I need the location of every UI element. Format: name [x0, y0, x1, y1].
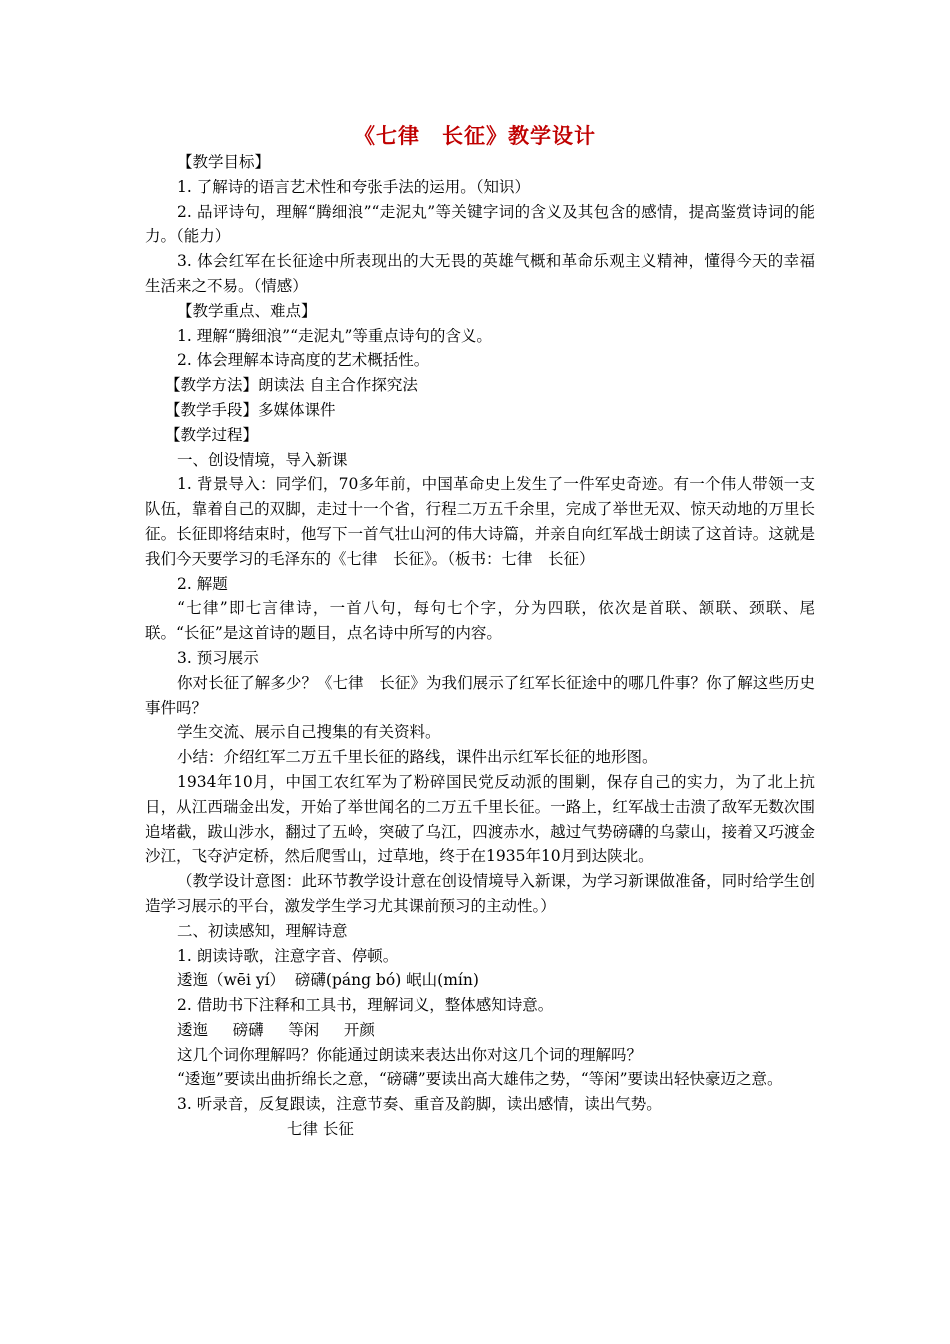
heading-teaching-process: 【教学过程】	[165, 425, 259, 444]
vocabulary-reading-guide: “逶迤”要读出曲折绵长之意，“磅礴”要读出高大雄伟之势，“等闲”要读出轻快豪迈之意。	[177, 1070, 783, 1089]
document-title: 《七律 长征》教学设计	[354, 123, 596, 148]
vocabulary-words: 逶迤 磅礴 等闲 开颜	[177, 1020, 375, 1039]
explain-title-text: “七律”即七言律诗，一首八句，每句七个字，分为四联，依次是首联、颔联、颈联、尾联。“长征”是这首诗的题目，点名诗中所写的内容。	[145, 599, 815, 643]
objective-3: 3. 体会红军在长征途中所表现出的大无畏的英雄气概和革命乐观主义精神，懂得今天的幸福生活来之不易。（情感）	[145, 252, 815, 295]
reading-step-2: 2. 借助书下注释和工具书，理解词义，整体感知诗意。	[177, 996, 554, 1015]
preview-question: 你对长征了解多少？《七律 长征》为我们展示了红军长征途中的哪几件事？你了解这些历史事件吗？	[145, 673, 815, 717]
vocabulary-question: 这几个词你理解吗？你能通过朗读来表达出你对这几个词的理解吗？	[177, 1045, 643, 1064]
preview-heading: 3. 预习展示	[177, 648, 259, 667]
poem-title: 七律 长征	[287, 1120, 354, 1139]
long-march-history: 1934年10月，中国工农红军为了粉碎国民党反动派的围剿，保存自己的实力，为了北上抗日，从江西瑞金出发，开始了举世闻名的二万五千里长征。一路上，红军战士击溃了敌军无数次围追堵截，跋山涉水，翻过了五岭，突破了乌江，四渡赤水，越过气势磅礴的乌蒙山，接着又巧渡金沙江，飞夺泸定桥，然后爬雪山，过草地，终于在1935年10月到达陕北。	[145, 772, 815, 866]
summary: 小结：介绍红军二万五千里长征的路线，课件出示红军长征的地形图。	[177, 748, 658, 767]
teaching-means: 【教学手段】多媒体课件	[165, 400, 336, 419]
student-exchange: 学生交流、展示自己搜集的有关资料。	[177, 723, 441, 742]
design-intent: （教学设计意图：此环节教学设计意在创设情境导入新课，为学习新课做准备，同时给学生创造学习展示的平台，激发学生学习尤其课前预习的主动性。）	[145, 872, 815, 915]
section-2-heading: 二、初读感知，理解诗意	[177, 921, 348, 940]
section-1-heading: 一、创设情境，导入新课	[177, 450, 348, 469]
document-body	[145, 150, 815, 1142]
heading-key-points: 【教学重点、难点】	[177, 301, 317, 320]
key-point-1: 1. 理解“腾细浪”“走泥丸”等重点诗句的含义。	[177, 326, 492, 345]
teaching-method: 【教学方法】朗读法 自主合作探究法	[165, 376, 418, 395]
explain-title-heading: 2. 解题	[177, 574, 228, 593]
heading-teaching-objectives: 【教学目标】	[177, 153, 271, 171]
reading-step-3: 3. 听录音，反复跟读，注意节奏、重音及韵脚，读出感情，读出气势。	[177, 1095, 662, 1114]
background-intro: 1. 背景导入：同学们，70多年前，中国革命史上发生了一件军史奇迹。有一个伟人带领一支队伍，靠着自己的双脚，走过十一个省，行程二万五千余里，完成了举世无双、惊天动地的万里长征。长征即将结束时，他写下一首气壮山河的伟大诗篇，并亲自向红军战士朗读了这首诗。这就是我们今天要学习的毛泽东的《七律 长征》。（板书：七律 长征）	[145, 475, 815, 568]
objective-1: 1. 了解诗的语言艺术性和夸张手法的运用。（知识）	[177, 177, 530, 196]
objective-2: 2. 品评诗句，理解“腾细浪”“走泥丸”等关键字词的含义及其包含的感情，提高鉴赏诗词的能力。（能力）	[145, 202, 815, 246]
key-point-2: 2. 体会理解本诗高度的艺术概括性。	[177, 351, 430, 370]
pronunciation-notes: 逶迤（wēi yí） 磅礴(páng bó) 岷山(mín)	[177, 971, 479, 990]
reading-step-1: 1. 朗读诗歌，注意字音、停顿。	[177, 946, 399, 965]
